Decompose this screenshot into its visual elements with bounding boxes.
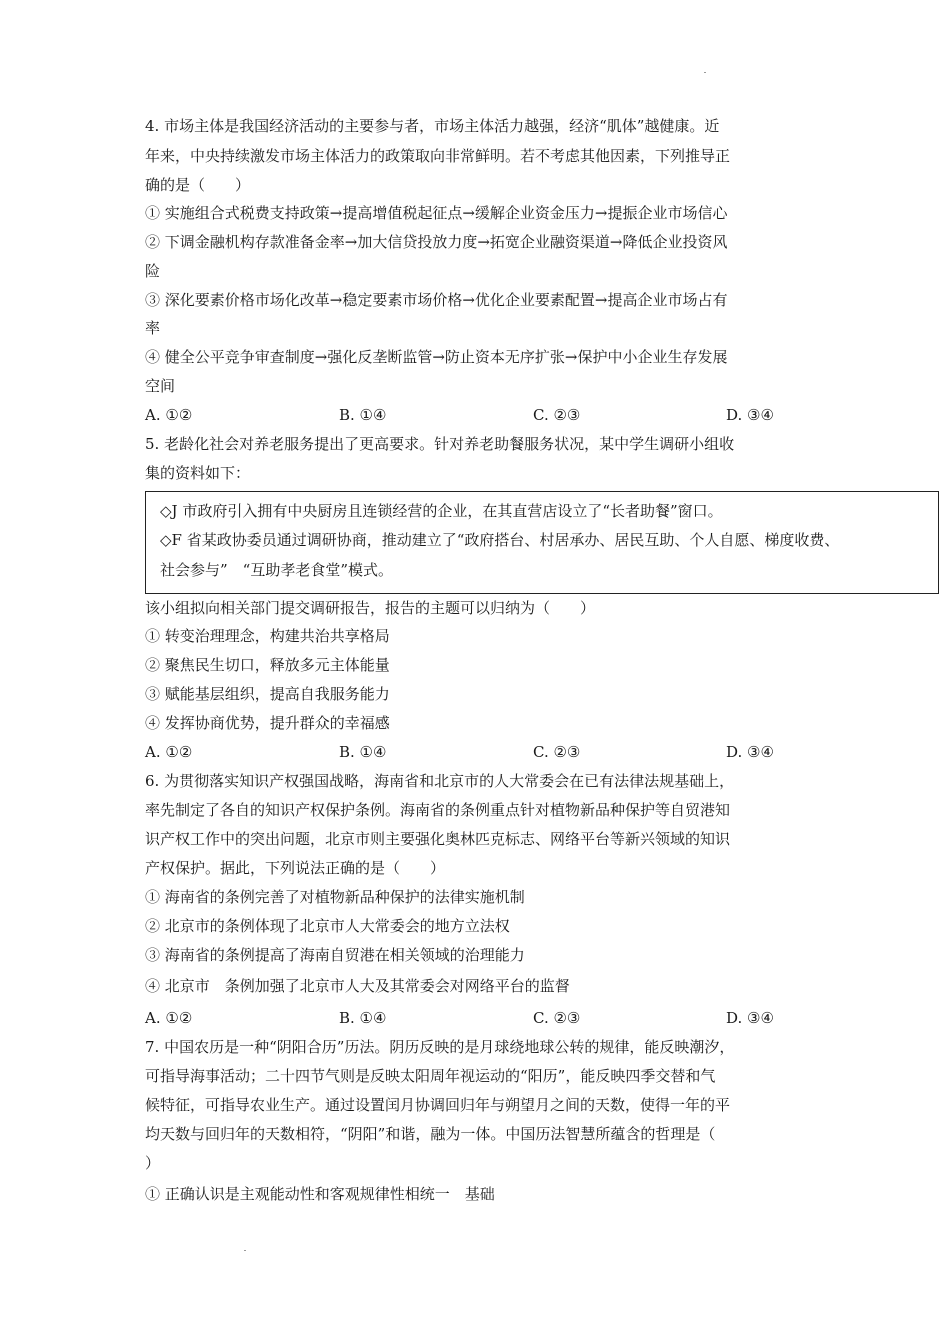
q4-item-4-cont: 空间 xyxy=(145,377,176,395)
q5-stem-line-2: 集的资料如下： xyxy=(145,464,251,482)
q7-stem-line-4: 均天数与回归年的天数相符，“阴阳”和谐，融为一体。中国历法智慧所蕴含的哲理是（ xyxy=(145,1125,716,1143)
q6-option-a: A. ①② xyxy=(145,1009,193,1027)
q6-option-b: B. ①④ xyxy=(339,1009,387,1027)
q5-item-3: ③ 赋能基层组织，提高自我服务能力 xyxy=(145,685,390,703)
q7-stem-line-1: 7. 中国农历是一种“阴阳合历”历法。阴历反映的是月球绕地球公转的规律，能反映潮汐， xyxy=(145,1038,735,1056)
scan-speck xyxy=(244,1250,246,1251)
q6-stem-line-1: 6. 为贯彻落实知识产权强国战略，海南省和北京市的人大常委会在已有法律法规基础上， xyxy=(145,772,735,790)
q5-option-a: A. ①② xyxy=(145,743,193,761)
q6-item-4: ④ 北京市 条例加强了北京市人大及其常委会对网络平台的监督 xyxy=(145,977,570,995)
q6-option-c: C. ②③ xyxy=(533,1009,581,1027)
q4-item-3-cont: 率 xyxy=(145,319,161,337)
q4-option-a: A. ①② xyxy=(145,406,193,424)
q4-option-b: B. ①④ xyxy=(339,406,387,424)
q5-material-2: ◇F 省某政协委员通过调研协商，推动建立了“政府搭台、村居承办、居民互助、个人自愿、梯度收费、 xyxy=(160,531,840,549)
q5-options xyxy=(145,742,845,762)
q5-material-box xyxy=(145,491,939,594)
q5-material-2-cont: 社会参与” “互助孝老食堂”模式。 xyxy=(160,561,394,579)
q5-item-4: ④ 发挥协商优势，提升群众的幸福感 xyxy=(145,714,390,732)
q4-stem-line-2: 年来，中央持续激发市场主体活力的政策取向非常鲜明。若不考虑其他因素，下列推导正 xyxy=(145,147,731,165)
q6-stem-line-3: 识产权工作中的突出问题，北京市则主要强化奥林匹克标志、网络平台等新兴领域的知识 xyxy=(145,830,731,848)
q5-question: 该小组拟向相关部门提交调研报告，报告的主题可以归纳为（ ） xyxy=(145,599,596,617)
q5-option-c: C. ②③ xyxy=(533,743,581,761)
q6-stem-line-2: 率先制定了各自的知识产权保护条例。海南省的条例重点针对植物新品种保护等自贸港知 xyxy=(145,801,731,819)
q4-item-4: ④ 健全公平竞争审查制度→强化反垄断监管→防止资本无序扩张→保护中小企业生存发展 xyxy=(145,348,728,366)
q5-material-1: ◇J 市政府引入拥有中央厨房且连锁经营的企业，在其直营店设立了“长者助餐”窗口。 xyxy=(160,502,723,520)
q5-option-b: B. ①④ xyxy=(339,743,387,761)
q4-stem-line-3: 确的是（ ） xyxy=(145,176,251,194)
q6-stem-line-4: 产权保护。据此，下列说法正确的是（ ） xyxy=(145,859,446,877)
q4-stem-line-1: 4. 市场主体是我国经济活动的主要参与者，市场主体活力越强，经济“肌体”越健康。近 xyxy=(145,117,720,135)
q6-item-3: ③ 海南省的条例提高了海南自贸港在相关领域的治理能力 xyxy=(145,946,525,964)
q4-options xyxy=(145,405,845,425)
q5-item-1: ① 转变治理理念，构建共治共享格局 xyxy=(145,627,390,645)
q7-item-1: ① 正确认识是主观能动性和客观规律性相统一 基础 xyxy=(145,1185,495,1203)
q4-option-d: D. ③④ xyxy=(726,406,774,424)
q7-stem-line-5: ） xyxy=(145,1154,161,1172)
scan-speck xyxy=(704,72,706,73)
q5-item-2: ② 聚焦民生切口，释放多元主体能量 xyxy=(145,656,390,674)
q4-option-c: C. ②③ xyxy=(533,406,581,424)
q7-stem-line-3: 候特征，可指导农业生产。通过设置闰月协调回归年与朔望月之间的天数，使得一年的平 xyxy=(145,1096,731,1114)
q5-option-d: D. ③④ xyxy=(726,743,774,761)
q4-item-2-cont: 险 xyxy=(145,262,161,280)
q7-stem-line-2: 可指导海事活动；二十四节气则是反映太阳周年视运动的“阳历”，能反映四季交替和气 xyxy=(145,1067,716,1085)
q5-stem-line-1: 5. 老龄化社会对养老服务提出了更高要求。针对养老助餐服务状况，某中学生调研小组收 xyxy=(145,435,735,453)
q6-item-2: ② 北京市的条例体现了北京市人大常委会的地方立法权 xyxy=(145,917,510,935)
q4-item-3: ③ 深化要素价格市场化改革→稳定要素市场价格→优化企业要素配置→提高企业市场占有 xyxy=(145,291,728,309)
q6-item-1: ① 海南省的条例完善了对植物新品种保护的法律实施机制 xyxy=(145,888,525,906)
q4-item-2: ② 下调金融机构存款准备金率→加大信贷投放力度→拓宽企业融资渠道→降低企业投资风 xyxy=(145,233,728,251)
q4-item-1: ① 实施组合式税费支持政策→提高增值税起征点→缓解企业资金压力→提振企业市场信心 xyxy=(145,204,728,222)
q6-options xyxy=(145,1008,845,1028)
q6-option-d: D. ③④ xyxy=(726,1009,774,1027)
